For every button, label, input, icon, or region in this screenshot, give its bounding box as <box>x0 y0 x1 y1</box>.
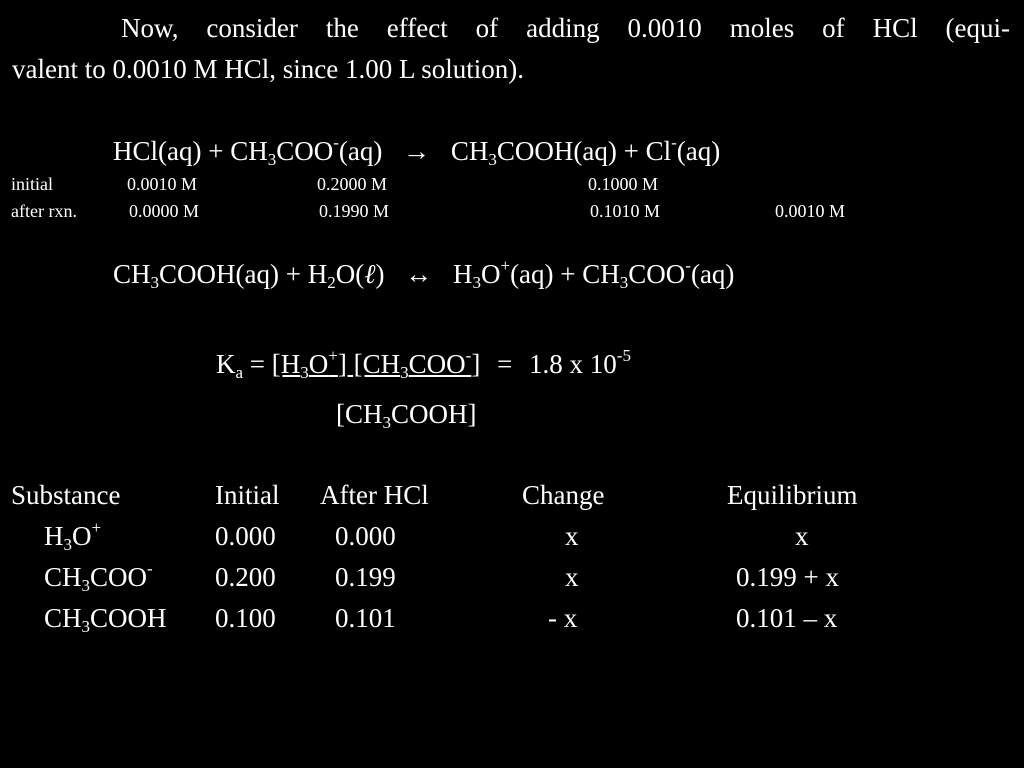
intro-line-2: valent to 0.0010 M HCl, since 1.00 L solution). <box>12 54 524 84</box>
rxn-after-acid: 0.1010 M <box>590 201 661 221</box>
ice-change: x <box>565 562 579 592</box>
forward-arrow-icon: → <box>403 136 431 166</box>
rxn-after-hcl: 0.0000 M <box>129 201 200 221</box>
ice-header-after-hcl: After HCl <box>320 480 429 510</box>
ice-after: 0.000 <box>335 521 396 551</box>
ka-denominator: $[CH_3COOH]$ <box>336 399 477 432</box>
ka-numerator: $[H_3O^+]$ [$CH_3COO^-$ <box>271 346 472 382</box>
rxn-row-after-label: after rxn. <box>11 201 77 221</box>
equilibrium-arrow-icon: ↔ <box>405 259 433 289</box>
reaction-hcl-acetate: $HCl(aq) + CH_3COO^-(aq)$ → $CH_3COOH(aq) + Cl^-(aq)$ <box>113 133 721 169</box>
ice-equilibrium: x <box>795 521 809 551</box>
ice-header-substance: Substance <box>11 480 121 510</box>
ice-substance-h3o: $H_3O^+$ <box>44 518 102 554</box>
intro-paragraph <box>12 8 1010 90</box>
intro-line-1: Now, consider the effect of adding 0.0010 moles of HCl (equi- <box>121 13 1010 43</box>
ice-header-equilibrium: Equilibrium <box>727 480 858 510</box>
rxn-initial-hcl: 0.0010 M <box>127 174 198 194</box>
rxn-initial-acetate: 0.2000 M <box>317 174 388 194</box>
rxn-initial-acid: 0.1000 M <box>588 174 659 194</box>
ice-equilibrium: 0.199 + x <box>736 562 839 592</box>
ice-initial: 0.100 <box>215 603 276 633</box>
ka-value: 1.8 x 10 <box>529 349 617 379</box>
ice-substance-acetate: $CH_3COO^-$ <box>44 559 153 595</box>
ice-substance-acetic-acid: $CH_3COOH$ <box>44 603 167 636</box>
ice-initial: 0.200 <box>215 562 276 592</box>
ice-after: 0.199 <box>335 562 396 592</box>
ice-header-change: Change <box>522 480 605 510</box>
ice-change: - x <box>548 603 578 633</box>
ice-change: x <box>565 521 579 551</box>
ka-expression: $K_a = [H_3O^+] [CH_3COO^-] = 1.8$ x $10^{-5}$ <box>216 346 631 382</box>
rxn-after-acetate: 0.1990 M <box>319 201 390 221</box>
ice-equilibrium: 0.101 – x <box>736 603 838 633</box>
ice-initial: 0.000 <box>215 521 276 551</box>
ice-header-initial: Initial <box>215 480 280 510</box>
rxn-after-chloride: 0.0010 M <box>775 201 846 221</box>
reaction-acid-dissociation: $CH_3COOH(aq)$ + $H_2O(\ell)$ ↔ $H_3O^+(aq) + CH_3COO^-(aq)$ <box>113 256 735 292</box>
rxn-row-initial-label: initial <box>11 174 53 194</box>
ice-after: 0.101 <box>335 603 396 633</box>
